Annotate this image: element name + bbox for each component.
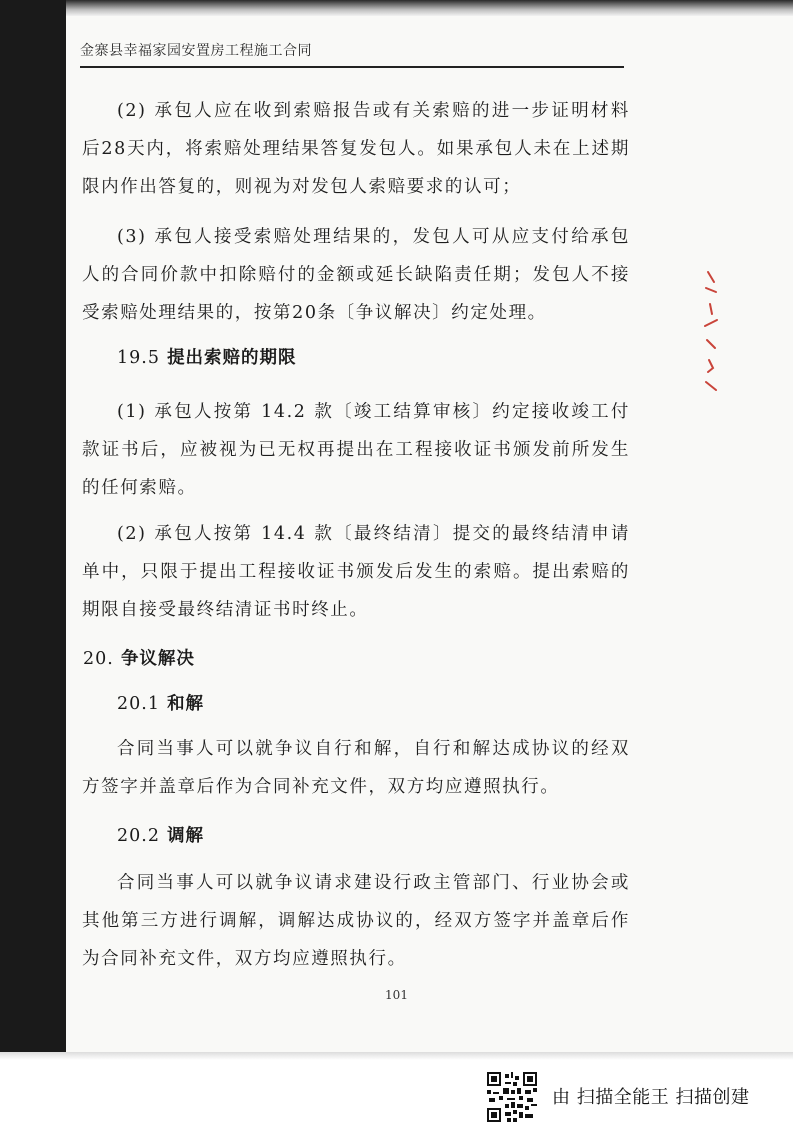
- qr-code-icon: [487, 1072, 537, 1122]
- clause-19-4-3: (3) 承包人接受索赔处理结果的，发包人可从应支付给承包人的合同价款中扣除赔付的金额或延长缺陷责任期；发包人不接受索赔处理结果的，按第20条〔争议解决〕约定处理。: [82, 227, 630, 323]
- clause-19-5-2: (2) 承包人按第 14.4 款〔最终结清〕提交的最终结清申请单中，只限于提出工程接收证书颁发后发生的索赔。提出索赔的期限自接受最终结清证书时终止。: [82, 524, 630, 620]
- section-number: 20.2: [117, 826, 160, 846]
- page-number: 101: [385, 988, 408, 1002]
- section-number: 20.: [83, 649, 114, 669]
- clause-20-1-body: 合同当事人可以就争议自行和解，自行和解达成协议的经双方签字并盖章后作为合同补充文件，双方均应遵照执行。: [82, 739, 630, 797]
- scanner-watermark-text: 由 扫描全能王 扫描创建: [552, 1087, 750, 1108]
- clause-19-4-2: (2) 承包人应在收到索赔报告或有关索赔的进一步证明材料后28天内，将索赔处理结果答复发包人。如果承包人未在上述期限内作出答复的，则视为对发包人索赔要求的认可；: [82, 101, 630, 197]
- section-number: 20.1: [117, 694, 160, 714]
- section-title: 争议解决: [120, 649, 195, 669]
- section-heading-20: [83, 645, 195, 670]
- section-heading-19-5: [117, 344, 297, 369]
- section-heading-20-1: [117, 690, 204, 715]
- section-heading-20-2: [117, 822, 204, 847]
- scan-bottom-edge: [0, 1052, 793, 1060]
- section-number: 19.5: [117, 348, 160, 368]
- red-seal-fragment: [700, 268, 722, 398]
- section-title: 和解: [167, 694, 205, 714]
- section-title: 提出索赔的期限: [167, 348, 297, 368]
- running-header: 金寨县幸福家园安置房工程施工合同: [80, 43, 312, 59]
- clause-20-2-body: 合同当事人可以就争议请求建设行政主管部门、行业协会或其他第三方进行调解，调解达成协议的，经双方签字并盖章后作为合同补充文件，双方均应遵照执行。: [82, 873, 630, 969]
- clause-19-5-1: (1) 承包人按第 14.2 款〔竣工结算审核〕约定接收竣工付款证书后，应被视为已无权再提出在工程接收证书颁发前所发生的任何索赔。: [82, 402, 630, 498]
- scan-top-edge: [66, 0, 793, 16]
- header-rule: [80, 66, 624, 68]
- scan-dark-edge: [0, 0, 66, 1058]
- section-title: 调解: [167, 826, 205, 846]
